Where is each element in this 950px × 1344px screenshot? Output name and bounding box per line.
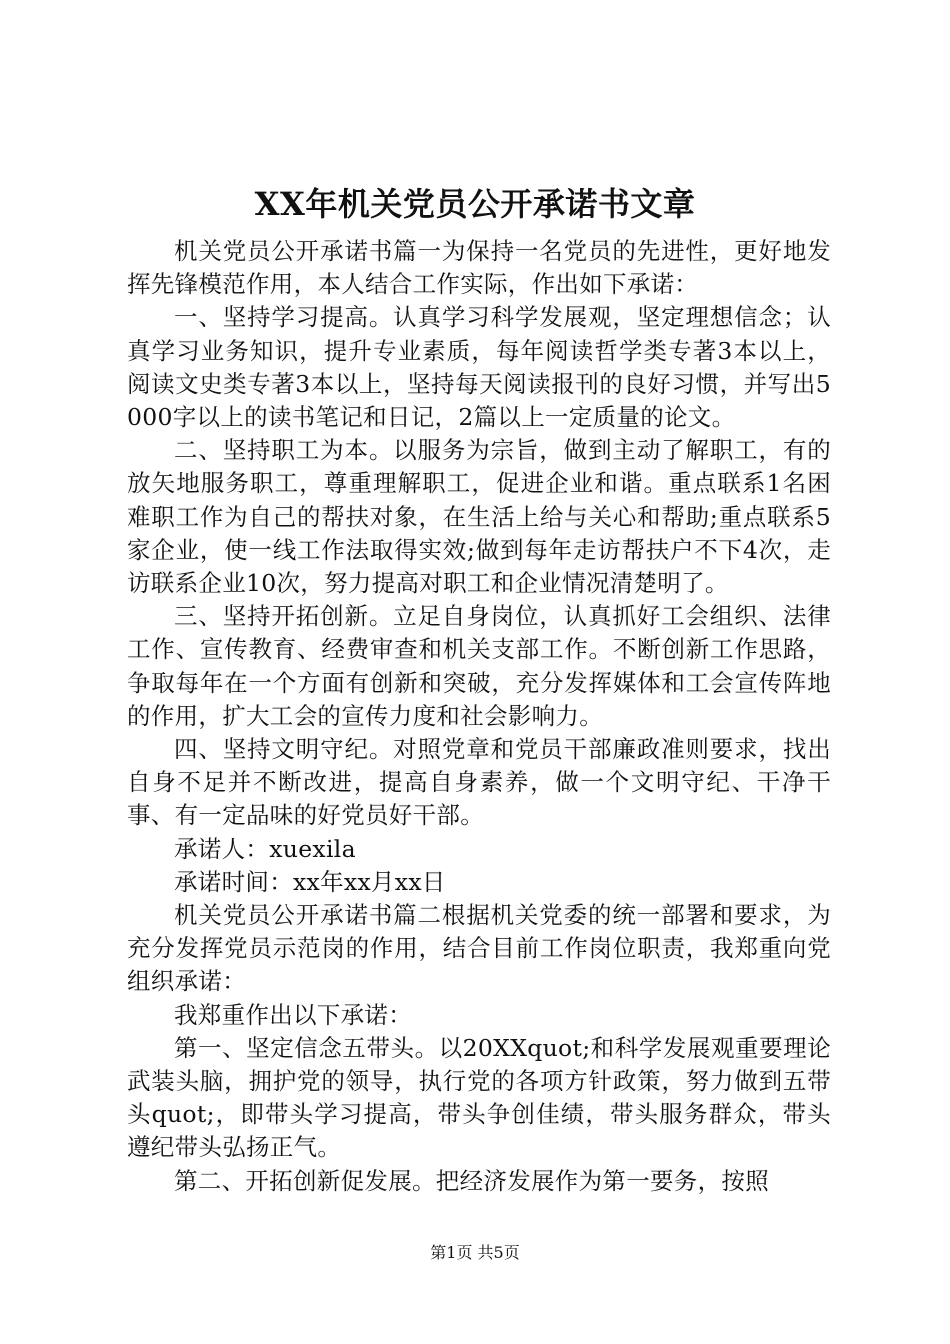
commitment-four-paragraph: 四、坚持文明守纪。对照党章和党员干部廉政准则要求，找出自身不足并不断改进，提高自身素养，做一个文明守纪、干净干事、有一定品味的好党员好干部。 bbox=[127, 735, 831, 830]
commitment-one-paragraph: 一、坚持学习提高。认真学习科学发展观，坚定理想信念；认真学习业务知识，提升专业素质，每年阅读哲学类专著3本以上，阅读文史类专著3本以上，坚持每天阅读报刊的良好习惯，并写出5000字以上的读书笔记和日记，2篇以上一定质量的论文。 bbox=[127, 303, 831, 432]
commitment-two-paragraph: 二、坚持职工为本。以服务为宗旨，做到主动了解职工，有的放矢地服务职工，尊重理解职工，促进企业和谐。重点联系1名困难职工作为自己的帮扶对象，在生活上给与关心和帮助;重点联系5家企业，使一线工作法取得实效;做到每年走访帮扶户不下4次，走访联系企业10次，努力提高对职工和企业情况清楚明了。 bbox=[127, 436, 831, 598]
document-title: XX年机关党员公开承诺书文章 bbox=[254, 185, 696, 223]
intro-paragraph: 机关党员公开承诺书篇一为保持一名党员的先进性，更好地发挥先锋模范作用，本人结合工作实际，作出如下承诺： bbox=[127, 237, 831, 299]
commitment-three-paragraph: 三、坚持开拓创新。立足自身岗位，认真抓好工会组织、法律工作、宣传教育、经费审查和机关支部工作。不断创新工作思路，争取每年在一个方面有创新和突破，充分发挥媒体和工会宣传阵地的作用，扩大工会的宣传力度和社会影响力。 bbox=[127, 602, 831, 730]
second-item-paragraph: 第二、开拓创新促发展。把经济发展作为第一要务，按照 bbox=[174, 1166, 769, 1195]
part-two-intro-paragraph: 机关党员公开承诺书篇二根据机关党委的统一部署和要求，为充分发挥党员示范岗的作用，结合目前工作岗位职责，我郑重向党组织承诺： bbox=[127, 901, 831, 996]
date-line: 承诺时间：xx年xx月xx日 bbox=[174, 867, 446, 896]
first-item-paragraph: 第一、坚定信念五带头。以20XXquot;和科学发展观重要理论武装头脑，拥护党的领导，执行党的各项方针政策，努力做到五带头quot;，即带头学习提高，带头争创佳绩，带头服务群众，带头遵纪带头弘扬正气。 bbox=[127, 1033, 831, 1162]
promise-heading-line: 我郑重作出以下承诺： bbox=[174, 1000, 412, 1029]
signer-line: 承诺人：xuexila bbox=[174, 834, 356, 863]
page-number-footer: 第1页 共5页 bbox=[430, 1243, 520, 1262]
document-body bbox=[127, 235, 831, 1198]
